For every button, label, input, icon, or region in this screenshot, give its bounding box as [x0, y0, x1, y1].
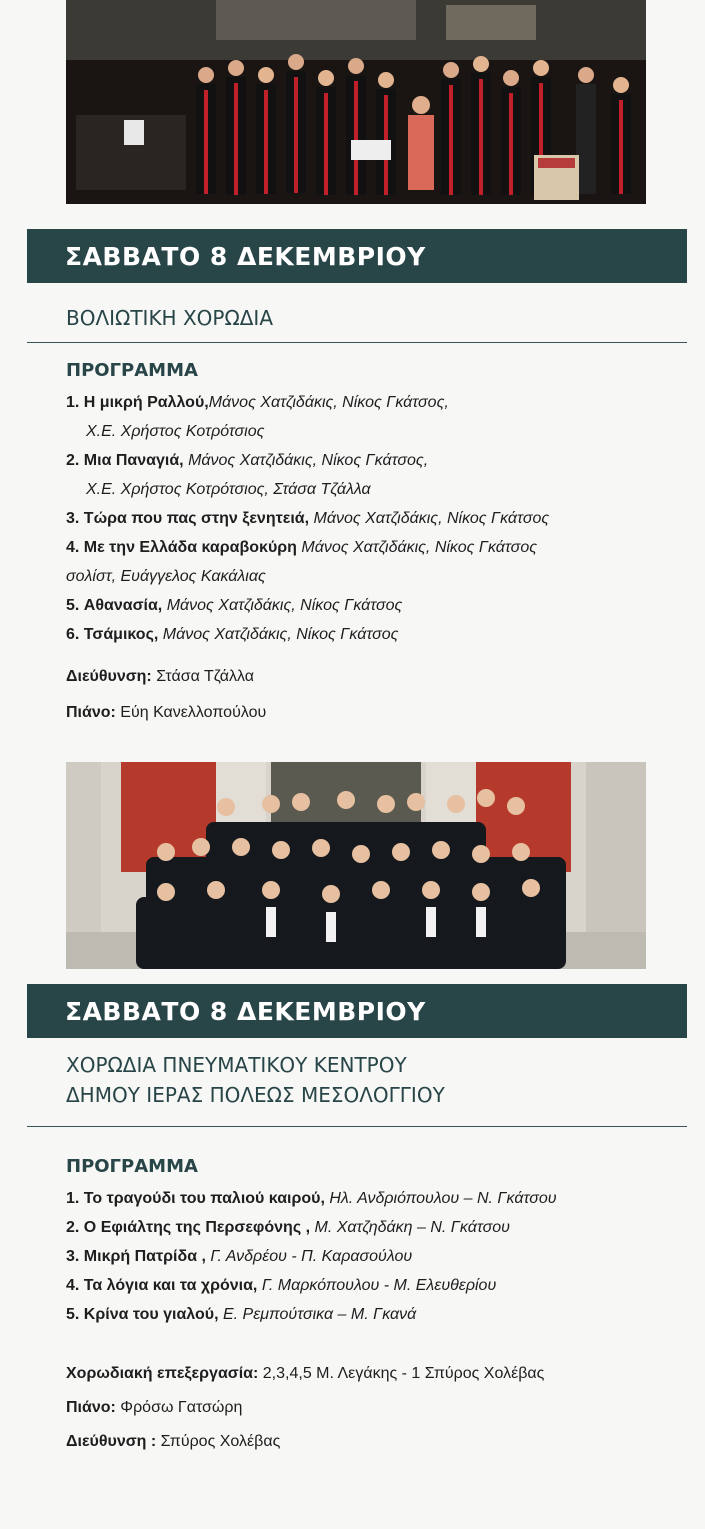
song-credits: Ε. Ρεμπούτσικα – Μ. Γκανά: [222, 1306, 417, 1323]
program-item: [66, 1213, 686, 1242]
item-number: 4.: [66, 539, 80, 556]
song-credits: Μάνος Χατζιδάκις, Νίκος Γκάτσος: [313, 510, 550, 527]
date-band: [27, 984, 687, 1038]
arrangement-value: 2,3,4,5 Μ. Λεγάκης - 1 Σπύρος Χολέβας: [262, 1365, 545, 1382]
song-credits: Μάνος Χατζιδάκις, Νίκος Γκάτσος,: [208, 394, 449, 411]
item-number: 5.: [66, 1306, 80, 1323]
program-item: [66, 1300, 686, 1329]
direction-value: Στάσα Τζάλλα: [156, 668, 254, 685]
piano-label: Πιάνο:: [66, 1399, 116, 1416]
song-credits: Γ. Μαρκόπουλου - Μ. Ελευθερίου: [261, 1277, 497, 1294]
song-credits-continued: Χ.Ε. Χρήστος Κοτρότσιος, Στάσα Τζάλλα: [86, 481, 371, 498]
choir-title-line: ΔΗΜΟΥ ΙΕΡΑΣ ΠΟΛΕΩΣ ΜΕΣΟΛΟΓΓΙΟΥ: [66, 1083, 445, 1107]
song-title: Τώρα που πας στην ξενητειά,: [83, 510, 310, 527]
song-credits: Ηλ. Ανδριόπουλου – Ν. Γκάτσου: [329, 1190, 557, 1207]
direction-label: Διεύθυνση :: [66, 1433, 157, 1450]
song-credits: Γ. Ανδρέου - Π. Καρασούλου: [210, 1248, 413, 1265]
program-item: [66, 620, 686, 649]
song-credits: Μάνος Χατζιδάκις, Νίκος Γκάτσος,: [188, 452, 429, 469]
item-number: 3.: [66, 510, 80, 527]
arrangement-line: [66, 1357, 686, 1391]
direction-label: Διεύθυνση:: [66, 668, 152, 685]
piano-value: Εύη Κανελλοπούλου: [120, 704, 267, 721]
song-title: Με την Ελλάδα καραβοκύρη: [83, 539, 297, 556]
item-number: 3.: [66, 1248, 80, 1265]
item-number: 1.: [66, 394, 80, 411]
concert-date: ΣΑΒΒΑΤΟ 8 ΔΕΚΕΜΒΡΙΟΥ: [65, 241, 426, 271]
program-section: [66, 1152, 686, 1459]
piano-value: Φρόσω Γατσώρη: [120, 1399, 243, 1416]
song-credits-continued: σολίστ, Ευάγγελος Κακάλιας: [66, 568, 266, 585]
song-credits: Μάνος Χατζιδάκις, Νίκος Γκάτσος: [162, 626, 399, 643]
song-credits: Μάνος Χατζιδάκις, Νίκος Γκάτσος: [166, 597, 403, 614]
piano-line: [66, 1391, 686, 1425]
song-credits: Μ. Χατζηδάκη – Ν. Γκάτσου: [314, 1219, 510, 1236]
divider: [27, 342, 687, 343]
date-band: [27, 229, 687, 283]
program-section: [66, 356, 686, 731]
song-title: Ο Εφιάλτης της Περσεφόνης ,: [83, 1219, 311, 1236]
choir-photo-middle: [66, 762, 646, 969]
program-heading: ΠΡΟΓΡΑΜΜΑ: [66, 1156, 198, 1177]
program-item: [66, 388, 686, 446]
song-title: Μικρή Πατρίδα ,: [83, 1248, 206, 1265]
piano-line: [66, 695, 686, 731]
item-number: 2.: [66, 452, 80, 469]
song-title: Τα λόγια και τα χρόνια,: [83, 1277, 258, 1294]
song-title: Η μικρή Ραλλού,: [83, 394, 209, 411]
song-title: Τσάμικος,: [83, 626, 159, 643]
program-item: [66, 591, 686, 620]
program-item: [66, 1242, 686, 1271]
choir-title-line: ΧΟΡΩΔΙΑ ΠΝΕΥΜΑΤΙΚΟΥ ΚΕΝΤΡΟΥ: [66, 1053, 407, 1077]
concert-date: ΣΑΒΒΑΤΟ 8 ΔΕΚΕΜΒΡΙΟΥ: [65, 996, 426, 1026]
divider: [27, 1126, 687, 1127]
song-title: Αθανασία,: [83, 597, 163, 614]
item-number: 6.: [66, 626, 80, 643]
song-credits-continued: Χ.Ε. Χρήστος Κοτρότσιος: [86, 423, 265, 440]
direction-line: [66, 659, 686, 695]
program-item: [66, 1271, 686, 1300]
program-item: [66, 533, 686, 591]
choir-title: [66, 1050, 666, 1110]
performers-block: [66, 659, 686, 731]
song-title: Το τραγούδι του παλιού καιρού,: [83, 1190, 325, 1207]
program-item: [66, 446, 686, 504]
direction-value: Σπύρος Χολέβας: [160, 1433, 281, 1450]
choir-photo-top: [66, 0, 646, 204]
program-item: [66, 504, 686, 533]
song-credits: Μάνος Χατζιδάκις, Νίκος Γκάτσος: [301, 539, 537, 556]
program-item: [66, 1184, 686, 1213]
item-number: 4.: [66, 1277, 80, 1294]
performers-block: [66, 1357, 686, 1459]
item-number: 5.: [66, 597, 80, 614]
item-number: 2.: [66, 1219, 80, 1236]
choir-title: ΒΟΛΙΩΤΙΚΗ ΧΟΡΩΔΙΑ: [66, 306, 274, 330]
piano-label: Πιάνο:: [66, 704, 116, 721]
song-title: Μια Παναγιά,: [83, 452, 184, 469]
direction-line: [66, 1425, 686, 1459]
arrangement-label: Χορωδιακή επεξεργασία:: [66, 1365, 259, 1382]
song-title: Κρίνα του γιαλού,: [83, 1306, 219, 1323]
item-number: 1.: [66, 1190, 80, 1207]
program-heading: ΠΡΟΓΡΑΜΜΑ: [66, 360, 198, 381]
